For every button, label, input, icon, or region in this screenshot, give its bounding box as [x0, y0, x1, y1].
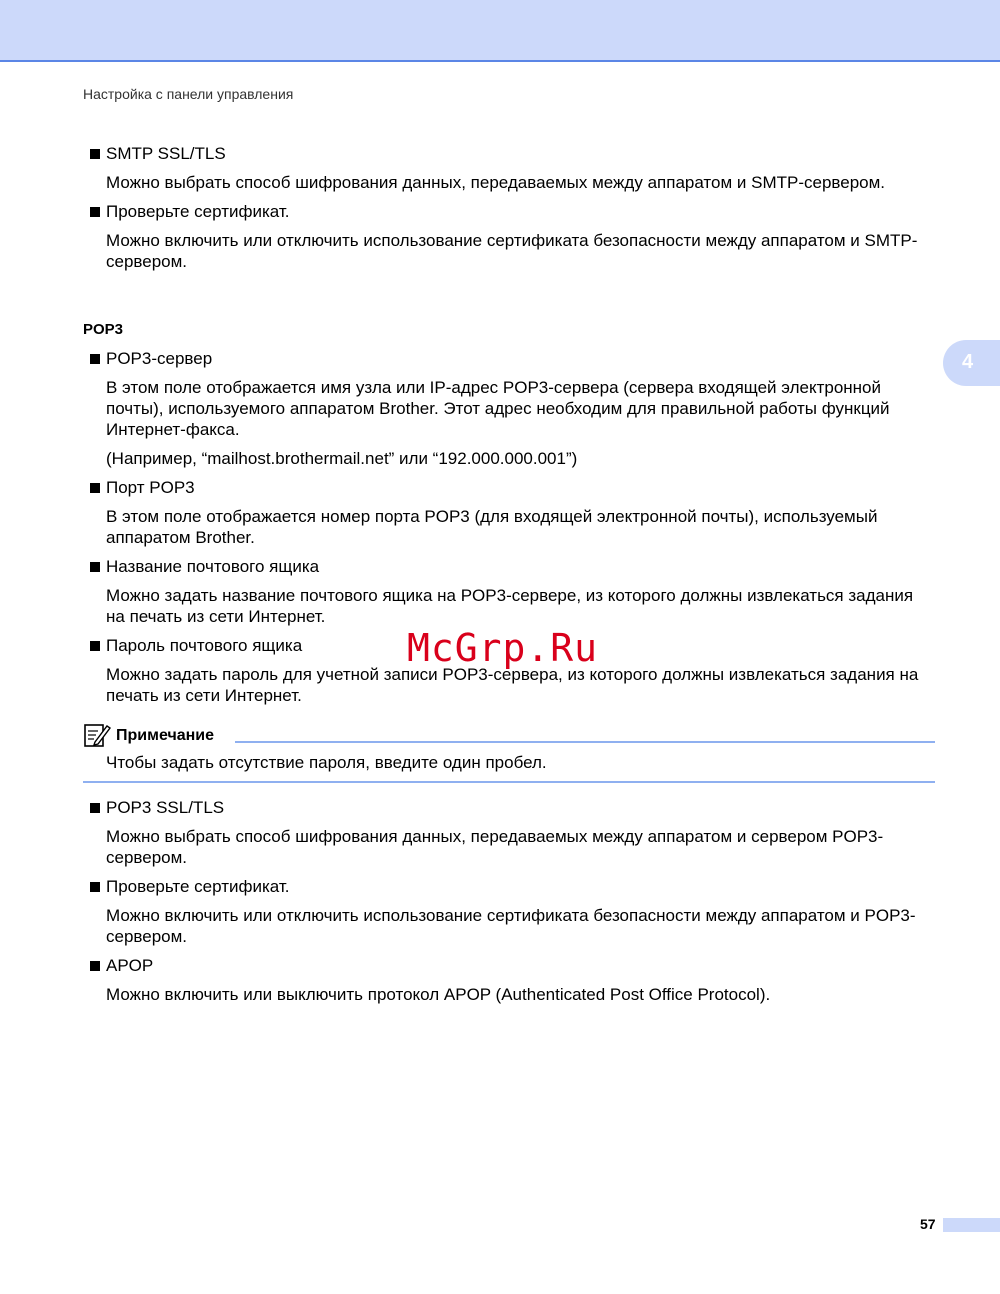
item-title: SMTP SSL/TLS	[106, 144, 226, 163]
bullet-square-icon	[90, 803, 100, 813]
item-description: В этом поле отображается номер порта POP3 (для входящей электронной почты), используемый аппаратом Brother.	[106, 507, 878, 547]
pop3-more-list	[83, 797, 935, 1005]
breadcrumb: Настройка с панели управления	[83, 86, 294, 102]
list-item	[83, 797, 935, 818]
note-pencil-icon	[83, 722, 111, 748]
page-content	[83, 143, 935, 1013]
bullet-square-icon	[90, 562, 100, 572]
item-description: Можно выбрать способ шифрования данных, передаваемых между аппаратом и SMTP-сервером.	[106, 173, 886, 192]
note-box	[83, 722, 935, 783]
item-title: APOP	[106, 956, 154, 975]
list-item	[83, 876, 935, 897]
item-description: Можно включить или отключить использование сертификата безопасности между аппаратом и POP3-сервером.	[106, 906, 916, 946]
bullet-square-icon	[90, 207, 100, 217]
chapter-tab	[943, 340, 1000, 386]
smtp-list	[83, 143, 935, 272]
item-title: Проверьте сертификат.	[106, 877, 290, 896]
note-header	[83, 722, 935, 748]
item-title: POP3 SSL/TLS	[106, 798, 225, 817]
item-title: Название почтового ящика	[106, 557, 320, 576]
item-title: POP3-сервер	[106, 349, 213, 368]
item-description: Можно задать название почтового ящика на POP3-сервере, из которого должны извлекаться задания на печать из сети Интернет.	[106, 586, 914, 626]
list-item	[83, 143, 935, 164]
bullet-square-icon	[90, 882, 100, 892]
list-item	[83, 201, 935, 222]
note-divider-bottom	[83, 781, 935, 783]
item-description: В этом поле отображается имя узла или IP-адрес POP3-сервера (сервера входящей электронной почты), используемого аппаратом Brother. Этот адрес необходим для правильной работы функций Интернет-факса.	[106, 378, 890, 439]
header-band	[0, 0, 1000, 62]
page-number-tab	[943, 1218, 1000, 1232]
list-item	[83, 556, 935, 577]
item-title: Проверьте сертификат.	[106, 202, 290, 221]
bullet-square-icon	[90, 149, 100, 159]
item-title: Порт POP3	[106, 478, 195, 497]
bullet-square-icon	[90, 483, 100, 493]
note-divider-top	[235, 741, 935, 743]
item-title: Пароль почтового ящика	[106, 636, 303, 655]
note-text: Чтобы задать отсутствие пароля, введите один пробел.	[106, 753, 547, 772]
item-description: Можно выбрать способ шифрования данных, передаваемых между аппаратом и сервером POP3-сервером.	[106, 827, 884, 867]
list-item	[83, 348, 935, 369]
note-title: Примечание	[116, 727, 215, 744]
bullet-square-icon	[90, 961, 100, 971]
list-item	[83, 955, 935, 976]
item-description: Можно задать пароль для учетной записи POP3-сервера, из которого должны извлекаться задания на печать из сети Интернет.	[106, 665, 919, 705]
item-description: Можно включить или отключить использование сертификата безопасности между аппаратом и SMTP-сервером.	[106, 231, 918, 271]
watermark: McGrp.Ru	[407, 626, 599, 670]
item-description: Можно включить или выключить протокол APOP (Authenticated Post Office Protocol).	[106, 985, 771, 1004]
bullet-square-icon	[90, 354, 100, 364]
bullet-square-icon	[90, 641, 100, 651]
chapter-number: 4	[962, 351, 974, 373]
page-number: 57	[920, 1216, 936, 1232]
item-example: (Например, “mailhost.brothermail.net” или “192.000.000.001”)	[106, 449, 578, 468]
list-item	[83, 477, 935, 498]
section-heading-pop3: POP3	[83, 321, 124, 338]
